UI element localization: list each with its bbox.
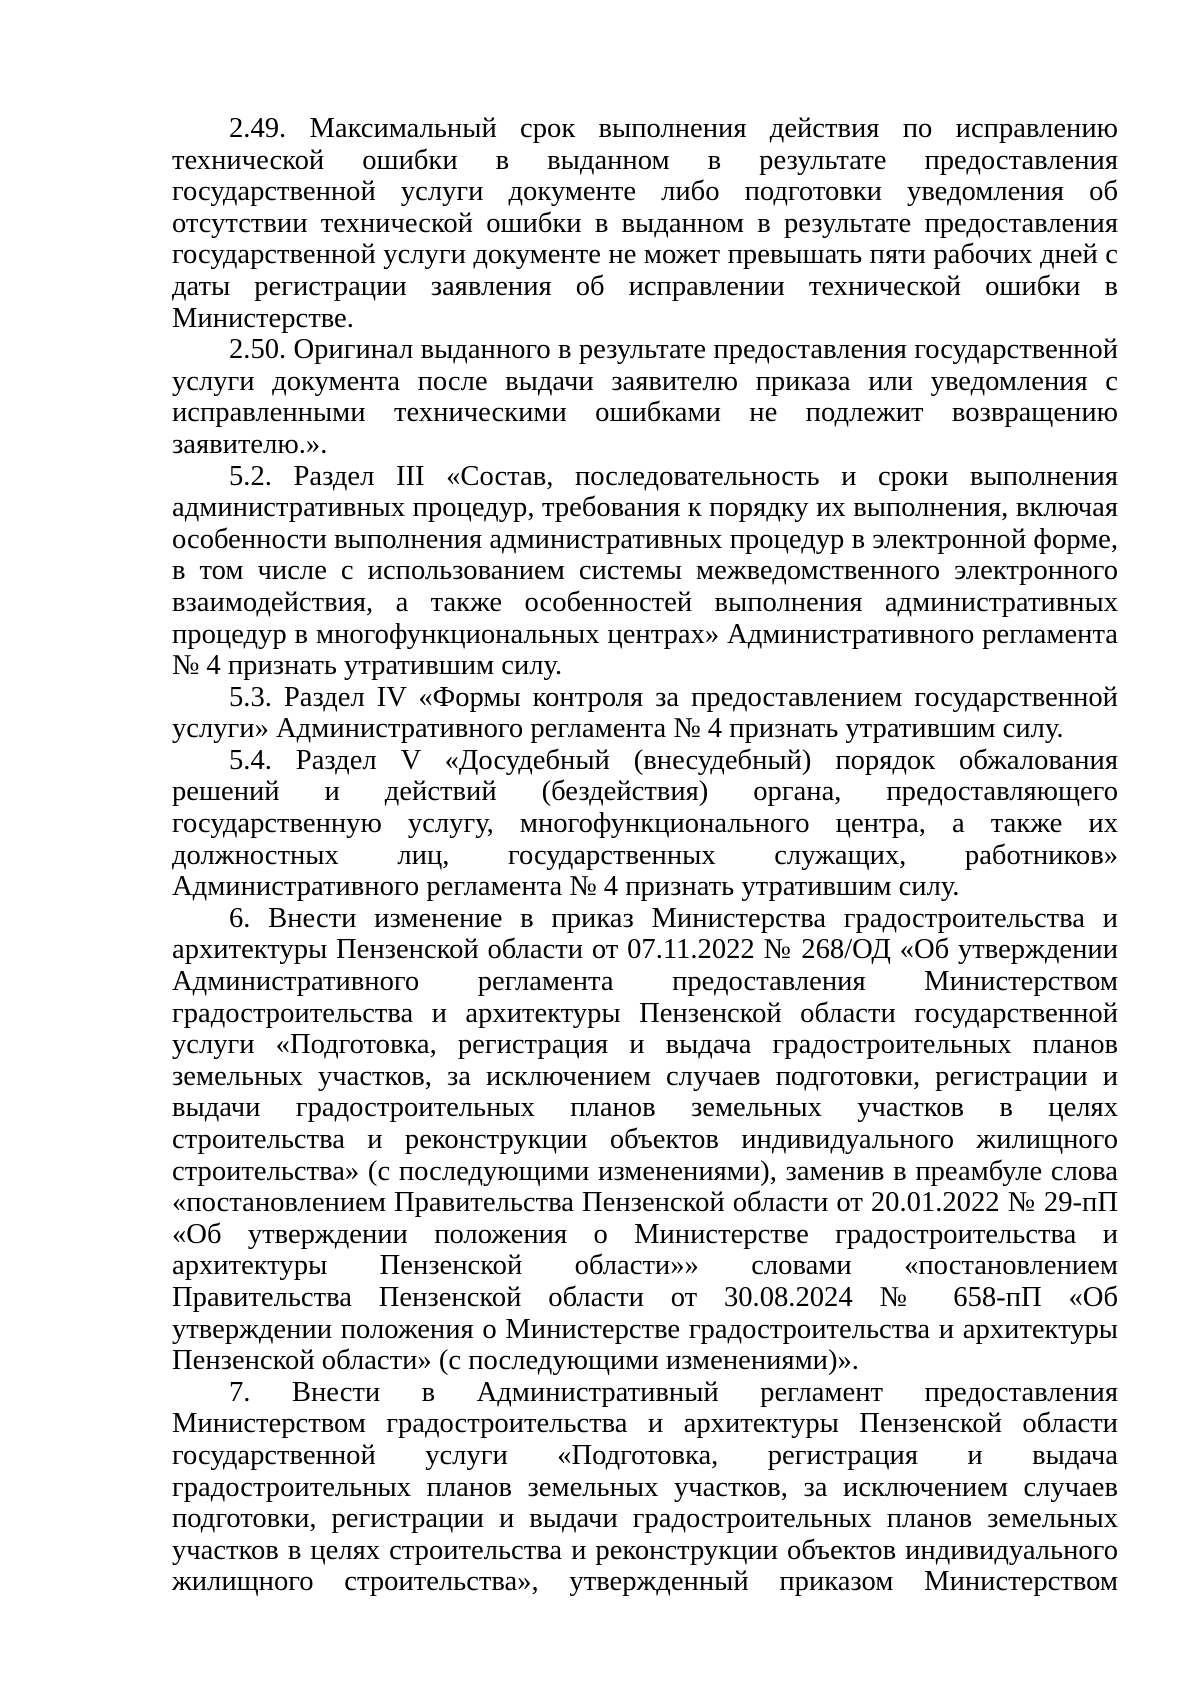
paragraph-2-50: 2.50. Оригинал выданного в результате предоставления государственной услуги документа после выдачи заявителю приказа или уведомления с исправленными техническими ошибками не подлежит возвращению заявителю.».: [172, 334, 1118, 460]
paragraph-5-3: 5.3. Раздел IV «Формы контроля за предоставлением государственной услуги» Административного регламента № 4 признать утратившим силу.: [172, 681, 1118, 745]
document-page: [172, 113, 1118, 1598]
paragraph-6: 6. Внести изменение в приказ Министерства градостроительства и архитектуры Пензенской области от 07.11.2022 № 268/ОД «Об утверждении Административного регламента предоставления Министерством градостроительства и архитектуры Пензенской области государственной услуги «Подготовка, регистрация и выдача градостроительных планов земельных участков, за исключением случаев подготовки, регистрации и выдачи градостроительных планов земельных участков в целях строительства и реконструкции объектов индивидуального жилищного строительства» (с последующими изменениями), заменив в преамбуле слова «постановлением Правительства Пензенской области от 20.01.2022 № 29-пП «Об утверждении положения о Министерстве градостроительства и архитектуры Пензенской области»» словами «постановлением Правительства Пензенской области от 30.08.2024 № 658-пП «Об утверждении положения о Министерстве градостроительства и архитектуры Пензенской области» (с последующими изменениями)».: [172, 902, 1118, 1377]
paragraph-5-4: 5.4. Раздел V «Досудебный (внесудебный) порядок обжалования решений и действий (бездействия) органа, предоставляющего государственную услугу, многофункционального центра, а также их должностных лиц, государственных служащих, работников» Административного регламента № 4 признать утратившим силу.: [172, 744, 1118, 903]
paragraph-5-2: 5.2. Раздел III «Состав, последовательность и сроки выполнения административных процедур, требования к порядку их выполнения, включая особенности выполнения административных процедур в электронной форме, в том числе с использованием системы межведомственного электронного взаимодействия, а также особенностей выполнения административных процедур в многофункциональных центрах» Административного регламента № 4 признать утратившим силу.: [172, 460, 1118, 682]
paragraph-7: 7. Внести в Административный регламент предоставления Министерством градостроительства и архитектуры Пензенской области государственной услуги «Подготовка, регистрация и выдача градостроительных планов земельных участков, за исключением случаев подготовки, регистрации и выдачи градостроительных планов земельных участков в целях строительства и реконструкции объектов индивидуального жилищного строительства», утвержденный приказом Министерством: [172, 1376, 1118, 1598]
paragraph-2-49: 2.49. Максимальный срок выполнения действия по исправлению технической ошибки в выданном в результате предоставления государственной услуги документе либо подготовки уведомления об отсутствии технической ошибки в выданном в результате предоставления государственной услуги документе не может превышать пяти рабочих дней с даты регистрации заявления об исправлении технической ошибки в Министерстве.: [172, 113, 1118, 334]
